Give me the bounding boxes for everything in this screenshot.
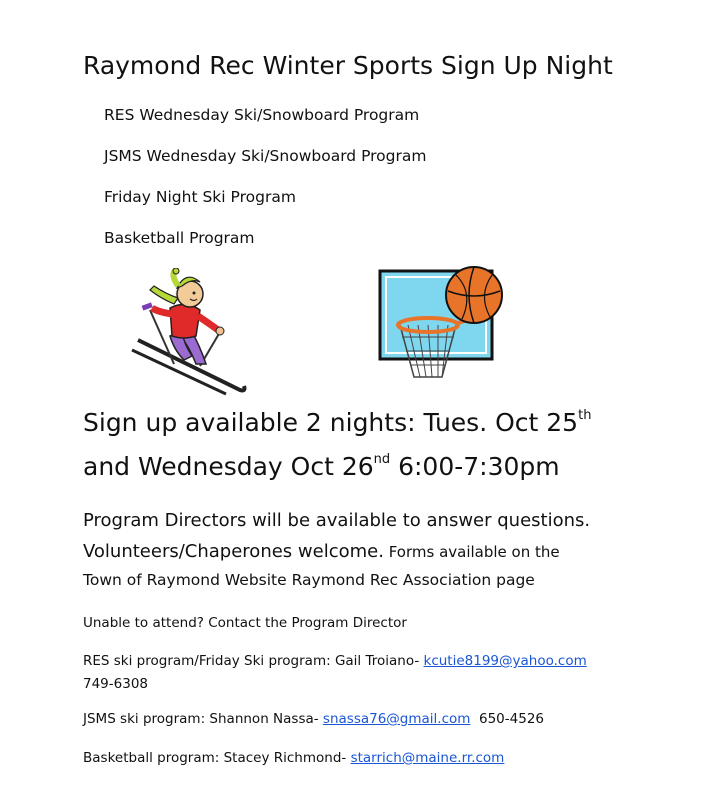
email-link[interactable]: kcutie8199@yahoo.com	[423, 653, 587, 669]
email-link[interactable]: snassa76@gmail.com	[322, 711, 471, 727]
contact-basketball: Basketball program: Stacey Richmond- starrich@maine.rr.com	[83, 750, 505, 766]
info-text: Program Directors will be available to answer questions.	[83, 510, 591, 531]
program-item: Friday Night Ski Program	[104, 188, 296, 206]
signup-dates: and Wednesday Oct 26nd 6:00-7:30pm	[83, 452, 560, 481]
unable-text: Unable to attend? Contact the Program Director	[83, 615, 407, 631]
contact-res-phone: 749-6308	[83, 676, 148, 692]
info-text: Volunteers/Chaperones welcome. Forms available on the	[83, 541, 560, 562]
signup-dates: Sign up available 2 nights: Tues. Oct 25th	[83, 408, 592, 437]
program-item: JSMS Wednesday Ski/Snowboard Program	[104, 147, 427, 165]
contact-res: RES ski program/Friday Ski program: Gail Troiano- kcutie8199@yahoo.com	[83, 653, 587, 669]
program-item: Basketball Program	[104, 229, 255, 247]
basketball-hoop-image	[378, 265, 508, 390]
info-text: Town of Raymond Website Raymond Rec Association page	[83, 571, 535, 589]
email-link[interactable]: starrich@maine.rr.com	[350, 750, 505, 766]
contact-jsms: JSMS ski program: Shannon Nassa- snassa76@gmail.com 650-4526	[83, 711, 544, 727]
skier-image	[130, 268, 250, 398]
page-title: Raymond Rec Winter Sports Sign Up Night	[83, 51, 613, 80]
program-item: RES Wednesday Ski/Snowboard Program	[104, 106, 420, 124]
